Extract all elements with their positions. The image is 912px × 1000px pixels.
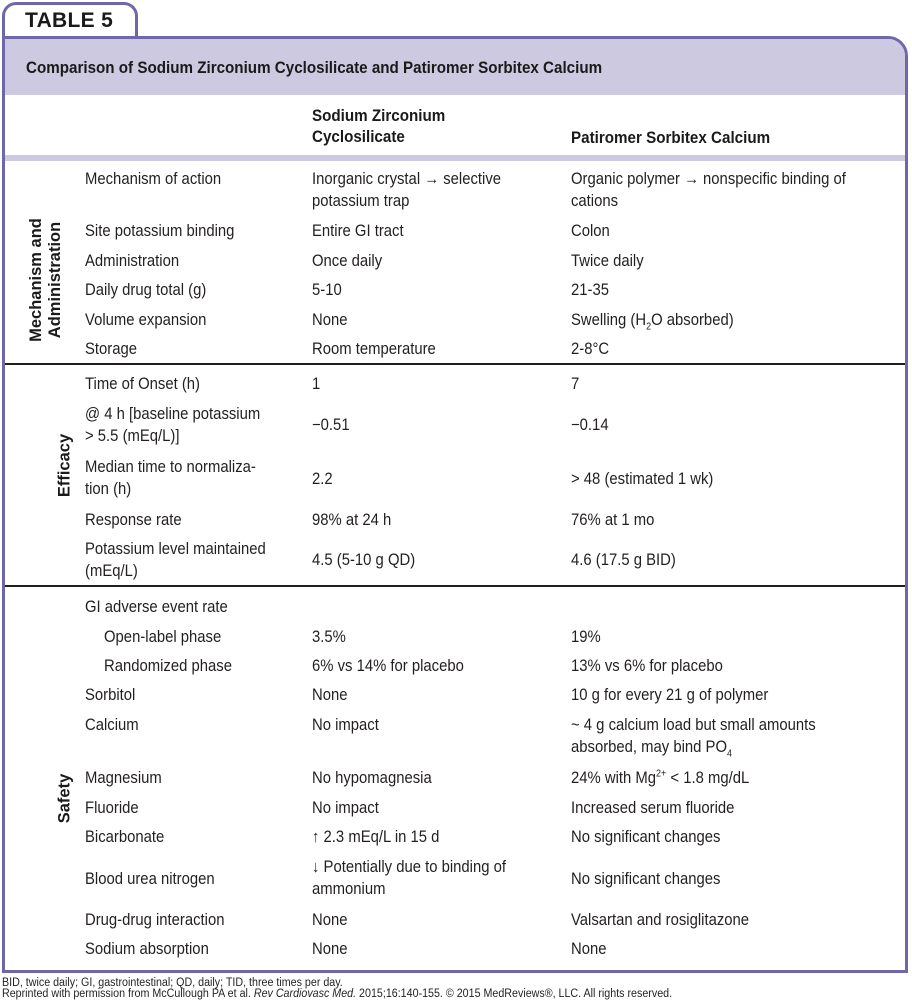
szc-value: None (312, 686, 348, 704)
subscript: 2 (646, 321, 652, 333)
value-text: O absorbed) (651, 311, 734, 329)
szc-value: No impact (312, 799, 379, 817)
section-label-mechanism-line1: Mechanism and (27, 218, 45, 342)
column-header-patiromer: Patiromer Sorbitex Calcium (571, 129, 771, 147)
szc-value: Once daily (312, 252, 383, 270)
szc-value-line2: ammonium (312, 880, 386, 898)
patiromer-value: 76% at 1 mo (571, 511, 655, 529)
szc-value: 1 (312, 375, 321, 393)
patiromer-value-line2: cations (571, 192, 619, 210)
patiromer-value: Increased serum fluoride (571, 799, 735, 817)
row-label: Calcium (85, 716, 139, 734)
row-label: Magnesium (85, 769, 162, 787)
column-header-szc-line1: Sodium Zirconium (312, 107, 446, 125)
row-label: GI adverse event rate (85, 598, 228, 616)
value-text: 24% with Mg (571, 769, 657, 787)
patiromer-value: Organic polymer → nonspecific binding of (571, 170, 846, 188)
row-label: Bicarbonate (85, 828, 165, 846)
row-label: Open-label phase (104, 628, 222, 646)
credit-text: Reprinted with permission from McCullough PA et al. (2, 988, 254, 1000)
table-frame (2, 36, 908, 973)
szc-value: −0.51 (312, 416, 350, 434)
patiromer-value: 7 (571, 375, 580, 393)
szc-value: ↑ 2.3 mEq/L in 15 d (312, 828, 440, 846)
szc-value: Inorganic crystal → selective (312, 170, 501, 188)
title-bar (5, 39, 905, 95)
row-label: Administration (85, 252, 180, 270)
credit-text: 2015;16:140-155. © 2015 MedReviews®, LLC. All rights reserved. (356, 988, 673, 1000)
row-label: Daily drug total (g) (85, 281, 207, 299)
szc-value: 6% vs 14% for placebo (312, 657, 464, 675)
row-label: Fluoride (85, 799, 139, 817)
value-text: Swelling (H (571, 311, 647, 329)
szc-value: Room temperature (312, 340, 436, 358)
szc-value: ↓ Potentially due to binding of (312, 858, 507, 876)
section-label-safety: Safety (55, 773, 74, 824)
journal-name: Rev Cardiovasc Med. (253, 988, 357, 1000)
value-text: < 1.8 mg/dL (666, 769, 750, 787)
row-label: Time of Onset (h) (85, 375, 200, 393)
patiromer-value: ~ 4 g calcium load but small amounts (571, 716, 816, 734)
section-label-mechanism-line2: Administration (46, 221, 64, 339)
patiromer-value: 13% vs 6% for placebo (571, 657, 723, 675)
patiromer-value: 21-35 (571, 281, 609, 299)
row-label: @ 4 h [baseline potassium (85, 405, 261, 423)
header-separator (5, 155, 905, 161)
patiromer-value: None (571, 940, 607, 958)
patiromer-value: 10 g for every 21 g of polymer (571, 686, 769, 704)
szc-value: No impact (312, 716, 379, 734)
row-label: Randomized phase (104, 657, 232, 675)
szc-value: None (312, 911, 348, 929)
row-label: Mechanism of action (85, 170, 222, 188)
table-title: Comparison of Sodium Zirconium Cyclosilicate and Patiromer Sorbitex Calcium (26, 59, 603, 77)
patiromer-value: > 48 (estimated 1 wk) (571, 470, 714, 488)
row-label: Response rate (85, 511, 182, 529)
row-label-line2: tion (h) (85, 480, 132, 498)
patiromer-value: No significant changes (571, 870, 721, 888)
szc-value: None (312, 311, 348, 329)
patiromer-value: No significant changes (571, 828, 721, 846)
row-label: Site potassium binding (85, 222, 235, 240)
szc-value-line2: potassium trap (312, 192, 410, 210)
row-label: Sorbitol (85, 686, 136, 704)
patiromer-value: Colon (571, 222, 610, 240)
szc-value: None (312, 940, 348, 958)
szc-value: 98% at 24 h (312, 511, 392, 529)
table-label: TABLE 5 (25, 9, 114, 32)
section-label-efficacy: Efficacy (55, 433, 74, 498)
row-label: Potassium level maintained (85, 540, 266, 558)
row-label: Storage (85, 340, 138, 358)
section-divider (5, 585, 905, 587)
patiromer-value: Twice daily (571, 252, 644, 270)
row-label-line2: > 5.5 (mEq/L)] (85, 427, 180, 445)
abbreviations-footnote: BID, twice daily; GI, gastrointestinal; QD, daily; TID, three times per day. (2, 977, 343, 989)
row-label: Volume expansion (85, 311, 207, 329)
row-label: Median time to normaliza- (85, 458, 256, 476)
section-label-mechanism (27, 215, 65, 345)
column-header-szc (312, 106, 445, 148)
szc-value: 2.2 (312, 470, 333, 488)
patiromer-value-line2 (571, 737, 732, 758)
value-text: absorbed, may bind PO (571, 738, 728, 756)
patiromer-value: 4.6 (17.5 g BID) (571, 551, 676, 569)
patiromer-value: Valsartan and rosiglitazone (571, 911, 750, 929)
patiromer-value: −0.14 (571, 416, 609, 434)
reprint-credit (2, 988, 672, 1000)
szc-value: No hypomagnesia (312, 769, 432, 787)
column-header-szc-line2: Cyclosilicate (312, 128, 405, 146)
szc-value: 4.5 (5-10 g QD) (312, 551, 416, 569)
patiromer-value: 19% (571, 628, 601, 646)
row-label: Sodium absorption (85, 940, 209, 958)
szc-value: Entire GI tract (312, 222, 404, 240)
subscript: 4 (727, 748, 733, 760)
patiromer-value (571, 310, 734, 331)
szc-value: 5-10 (312, 281, 342, 299)
patiromer-value: 2-8°C (571, 340, 610, 358)
szc-value: 3.5% (312, 628, 346, 646)
patiromer-value (571, 768, 749, 789)
row-label: Blood urea nitrogen (85, 870, 215, 888)
section-divider (5, 363, 905, 365)
row-label-line2: (mEq/L) (85, 562, 138, 580)
table-label-tab (2, 2, 138, 38)
row-label: Drug-drug interaction (85, 911, 225, 929)
superscript: 2+ (656, 768, 667, 780)
